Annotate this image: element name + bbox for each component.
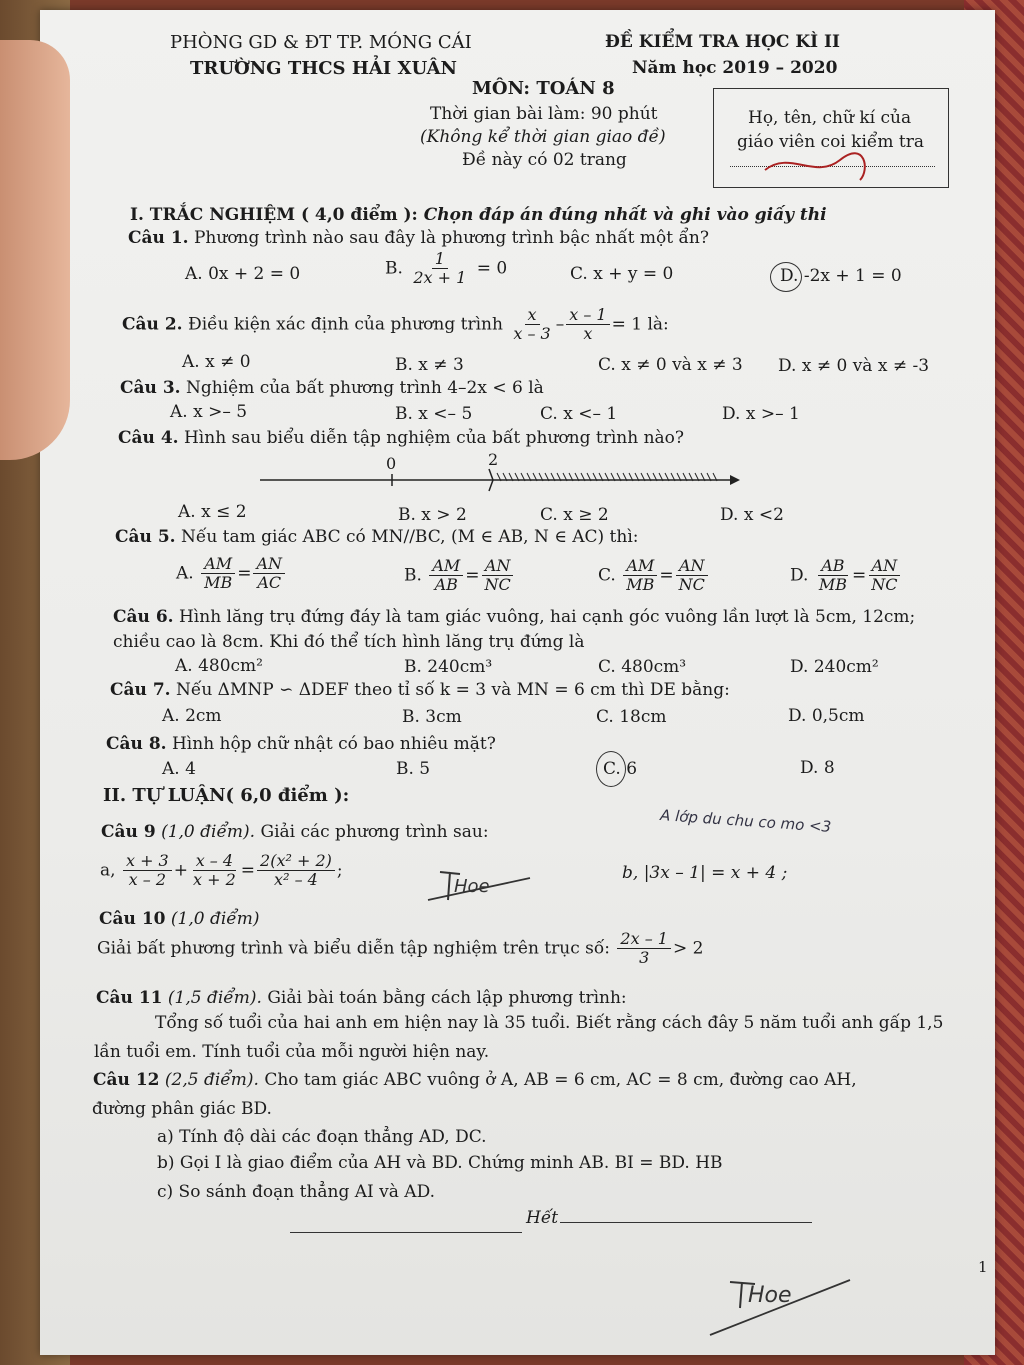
holding-hand — [0, 40, 70, 460]
q12-part-b: b) Gọi I là giao điểm của AH và BD. Chứng minh AB. BI = BD. HB — [157, 1153, 723, 1173]
q6-option-c: C. 480cm³ — [598, 657, 687, 677]
q5-option-d: D. $\frac{AB}{MB}$ = $\frac{AN}{NC}$ — [790, 557, 902, 595]
handwritten-note: A lớp du chu co mo <3 — [659, 806, 832, 836]
end-marker: Hết — [526, 1208, 559, 1228]
question-7: Câu 7. Nếu ΔMNP ∽ ΔDEF theo tỉ số k = 3 và MN = 6 cm thì DE bằng: — [110, 680, 730, 700]
question-9: Câu 9 (1,0 điểm). Giải các phương trình sau: — [101, 822, 489, 842]
q6-option-a: A. 480cm² — [175, 656, 263, 676]
q5-option-b: B. $\frac{AM}{AB}$ = $\frac{AN}{NC}$ — [404, 557, 516, 595]
q8-option-a: A. 4 — [162, 759, 196, 779]
question-12-line2: đường phân giác BD. — [92, 1099, 272, 1119]
q9-part-a: a, $\frac{x + 3}{x - 2}$ + $\frac{x - 4}{x + 2}$ = $\frac{\text{2(x² + 2)}}{\text{x² – 4}}$ ; — [100, 851, 343, 890]
number-line-graph — [255, 465, 745, 495]
q1-option-d: D. -2x + 1 = 0 — [780, 266, 902, 286]
q6-option-b: B. 240cm³ — [404, 657, 493, 677]
q12-part-a: a) Tính độ dài các đoạn thẳng AD, DC. — [157, 1127, 487, 1147]
time-limit: Thời gian bài làm: 90 phút — [430, 104, 658, 124]
q9-part-b: b, |3x – 1| = x + 4 ; — [622, 863, 788, 883]
question-6: Câu 6. Hình lăng trụ đứng đáy là tam giác vuông, hai cạnh góc vuông lần lượt là 5cm, 12cm; — [113, 607, 916, 627]
q7-option-d: D. 0,5cm — [788, 706, 865, 726]
end-line-left — [290, 1232, 522, 1233]
page-number: 1 — [978, 1258, 988, 1276]
school-name: TRƯỜNG THCS HẢI XUÂN — [190, 58, 458, 79]
proctor-box-line1: Họ, tên, chữ kí của — [748, 108, 912, 128]
q12-part-c: c) So sánh đoạn thẳng AI và AD. — [157, 1182, 436, 1202]
q4-option-a: A. x ≤ 2 — [178, 502, 247, 522]
question-3: Câu 3. Nghiệm của bất phương trình 4–2x < 6 là — [120, 378, 544, 398]
proctor-signature-scribble — [760, 140, 880, 190]
question-5: Câu 5. Nếu tam giác ABC có MN//BC, (M ∈ AB, N ∈ AC) thì: — [115, 527, 639, 547]
q6-option-d: D. 240cm² — [790, 657, 879, 677]
dept-name: PHÒNG GD & ĐT TP. MÓNG CÁI — [170, 32, 472, 53]
q2-option-c: C. x ≠ 0 và x ≠ 3 — [598, 355, 743, 375]
section2-title: II. TỰ LUẬN( 6,0 điểm ): — [103, 785, 350, 806]
school-year: Năm học 2019 – 2020 — [632, 58, 838, 78]
svg-text:Hoe: Hoe — [748, 1283, 792, 1308]
q7-option-a: A. 2cm — [162, 706, 222, 726]
q1-option-c: C. x + y = 0 — [570, 264, 674, 284]
section1-title: I. TRẮC NGHIỆM ( 4,0 điểm ): Chọn đáp án đúng nhất và ghi vào giấy thi — [130, 205, 827, 225]
q5-option-a: A. $\frac{AM}{MB}$ = $\frac{AN}{AC}$ — [176, 555, 287, 593]
q2-option-b: B. x ≠ 3 — [395, 355, 464, 375]
q4-option-c: C. x ≥ 2 — [540, 505, 609, 525]
question-6-line2: chiều cao là 8cm. Khi đó thể tích hình lăng trụ đứng là — [113, 632, 585, 652]
end-line-right — [560, 1222, 812, 1223]
q3-option-d: D. x >– 1 — [722, 404, 800, 424]
question-4: Câu 4. Hình sau biểu diễn tập nghiệm của bất phương trình nào? — [118, 428, 684, 448]
pages-note: Đề này có 02 trang — [462, 150, 627, 170]
q8-option-d: D. 8 — [800, 758, 835, 778]
numberline-tick-0: 0 — [386, 454, 397, 473]
q1-option-b: B. $\frac{1}{2x + 1}$ = 0 — [385, 249, 508, 288]
numberline-tick-2: 2 — [488, 450, 499, 469]
answer-circle-q1 — [770, 262, 802, 292]
question-10: Giải bất phương trình và biểu diễn tập nghiệm trên trục số: $\frac{2x - 1}{3}$ > 2 — [97, 929, 704, 968]
q7-option-b: B. 3cm — [402, 707, 462, 727]
question-10-heading: Câu 10 (1,0 điểm) — [99, 909, 260, 929]
q7-option-c: C. 18cm — [596, 707, 667, 727]
handwritten-signature-2 — [700, 1260, 860, 1340]
q2-option-d: D. x ≠ 0 và x ≠ -3 — [778, 356, 930, 376]
handwritten-signature-1 — [420, 862, 540, 912]
q3-option-a: A. x >– 5 — [170, 402, 248, 422]
q4-option-d: D. x <2 — [720, 505, 784, 525]
q4-option-b: B. x > 2 — [398, 505, 467, 525]
q3-option-b: B. x <– 5 — [395, 404, 473, 424]
svg-text:Hoe: Hoe — [454, 876, 490, 897]
question-12: Câu 12 (2,5 điểm). Cho tam giác ABC vuông ở A, AB = 6 cm, AC = 8 cm, đường cao AH, — [93, 1070, 857, 1090]
subject: MÔN: TOÁN 8 — [472, 78, 615, 99]
proctor-box-line2: giáo viên coi kiểm tra — [737, 132, 924, 152]
time-note: (Không kể thời gian giao đề) — [420, 127, 666, 147]
q8-option-b: B. 5 — [396, 759, 431, 779]
q3-option-c: C. x <– 1 — [540, 404, 618, 424]
question-2: Câu 2. Điều kiện xác định của phương trình $\frac{x}{x - 3}$ – $\frac{x - 1}{x}$ = 1 là: — [122, 305, 669, 344]
question-11-line1: Tổng số tuổi của hai anh em hiện nay là 35 tuổi. Biết rằng cách đây 5 năm tuổi anh gấp 1,5 — [155, 1013, 944, 1033]
exam-title: ĐỀ KIỂM TRA HỌC KÌ II — [605, 32, 840, 52]
q5-option-c: C. $\frac{AM}{MB}$ = $\frac{AN}{NC}$ — [598, 557, 710, 595]
question-8: Câu 8. Hình hộp chữ nhật có bao nhiêu mặt? — [106, 734, 496, 754]
question-1: Câu 1. Phương trình nào sau đây là phương trình bậc nhất một ẩn? — [128, 228, 709, 248]
answer-circle-q8 — [596, 751, 626, 787]
question-11-line2: lần tuổi em. Tính tuổi của mỗi người hiện nay. — [94, 1042, 490, 1062]
q8-option-c: C. 6 — [603, 759, 638, 779]
q2-option-a: A. x ≠ 0 — [182, 352, 251, 372]
q1-option-a: A. 0x + 2 = 0 — [185, 264, 301, 284]
question-11: Câu 11 (1,5 điểm). Giải bài toán bằng cách lập phương trình: — [96, 988, 627, 1008]
